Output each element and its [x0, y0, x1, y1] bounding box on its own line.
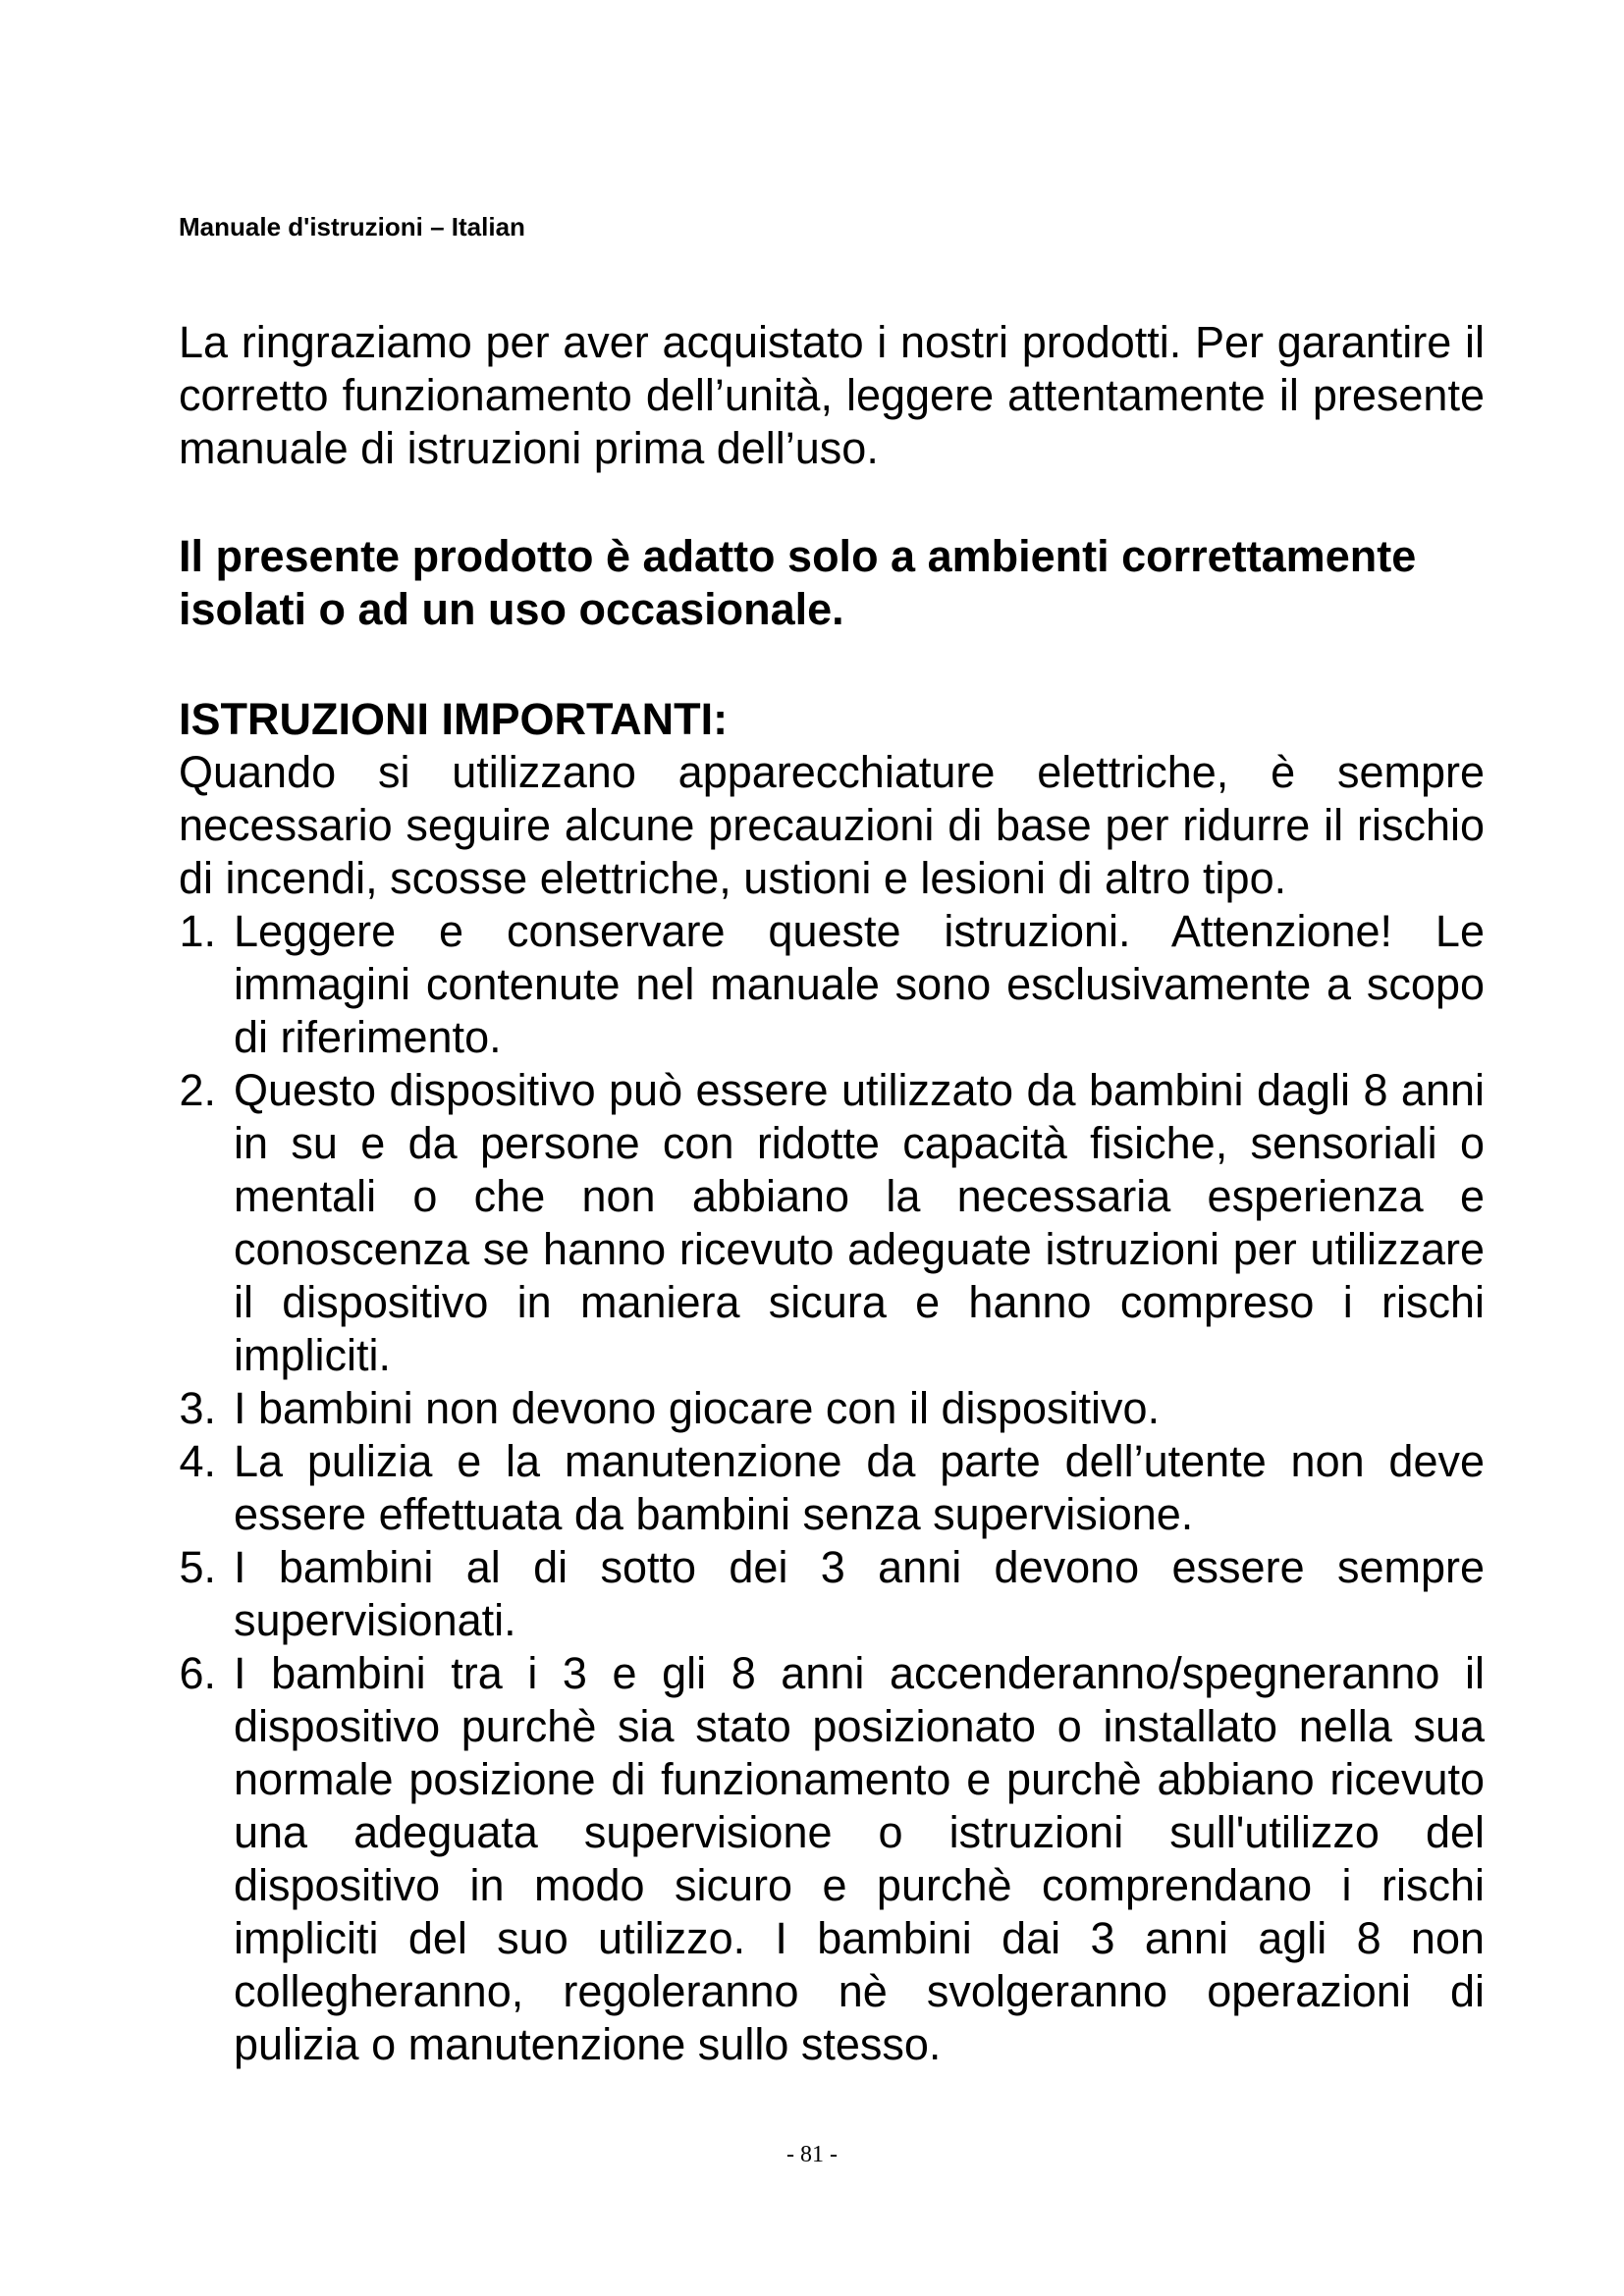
section-intro: Quando si utilizzano apparecchiature elettriche, è sempre necessario seguire alcune precauzioni di base per ridurre il rischio di incendi, scosse elettriche, ustioni e lesioni di altro tipo.	[179, 747, 1485, 903]
instruction-text: I bambini tra i 3 e gli 8 anni accenderanno/spegneranno il dispositivo purchè sia stato posizionato o installato nella sua normale posizione di funzionamento e purchè abbiano ricevuto una adeguata supervisione o istruzioni sull'utilizzo del dispositivo in modo sicuro e purchè comprendano i rischi impliciti del suo utilizzo. I bambini dai 3 anni agli 8 non collegheranno, regoleranno nè svolgeranno operazioni di pulizia o manutenzione sullo stesso.	[234, 1648, 1485, 2069]
instruction-item	[179, 1382, 1485, 1435]
instruction-text: Questo dispositivo può essere utilizzato da bambini dagli 8 anni in su e da persone con ridotte capacità fisiche, sensoriali o mentali o che non abbiano la necessaria esperienza e conoscenza se hanno ricevuto adeguate istruzioni per utilizzare il dispositivo in maniera sicura e hanno compreso i rischi impliciti.	[234, 1065, 1485, 1380]
usage-notice: Il presente prodotto è adatto solo a ambienti correttamente isolati o ad un uso occasionale.	[179, 531, 1417, 634]
manual-header: Manuale d'istruzioni – Italian	[179, 212, 525, 241]
instruction-number: 1.	[179, 906, 216, 956]
intro-paragraph: La ringraziamo per aver acquistato i nostri prodotti. Per garantire il corretto funzionamento dell’unità, leggere attentamente il presente manuale di istruzioni prima dell’uso.	[179, 317, 1485, 473]
instruction-number: 6.	[179, 1648, 216, 1698]
page-content	[179, 316, 1485, 2071]
page-number: - 81 -	[786, 2142, 838, 2167]
instruction-text: La pulizia e la manutenzione da parte dell’utente non deve essere effettuata da bambini senza supervisione.	[234, 1436, 1485, 1539]
instruction-item	[179, 1064, 1485, 1382]
instruction-item	[179, 1647, 1485, 2071]
instruction-number: 4.	[179, 1436, 216, 1486]
instruction-text: I bambini non devono giocare con il dispositivo.	[234, 1383, 1161, 1433]
instruction-number: 2.	[179, 1065, 216, 1115]
section-title: ISTRUZIONI IMPORTANTI:	[179, 694, 729, 744]
instruction-list	[179, 905, 1485, 2071]
instruction-number: 5.	[179, 1542, 216, 1592]
instruction-text: I bambini al di sotto dei 3 anni devono essere sempre supervisionati.	[234, 1542, 1485, 1645]
instruction-text: Leggere e conservare queste istruzioni. Attenzione! Le immagini contenute nel manuale sono esclusivamente a scopo di riferimento.	[234, 906, 1485, 1062]
instruction-number: 3.	[179, 1383, 216, 1433]
instruction-item	[179, 905, 1485, 1064]
instruction-item	[179, 1541, 1485, 1647]
instruction-item	[179, 1435, 1485, 1541]
